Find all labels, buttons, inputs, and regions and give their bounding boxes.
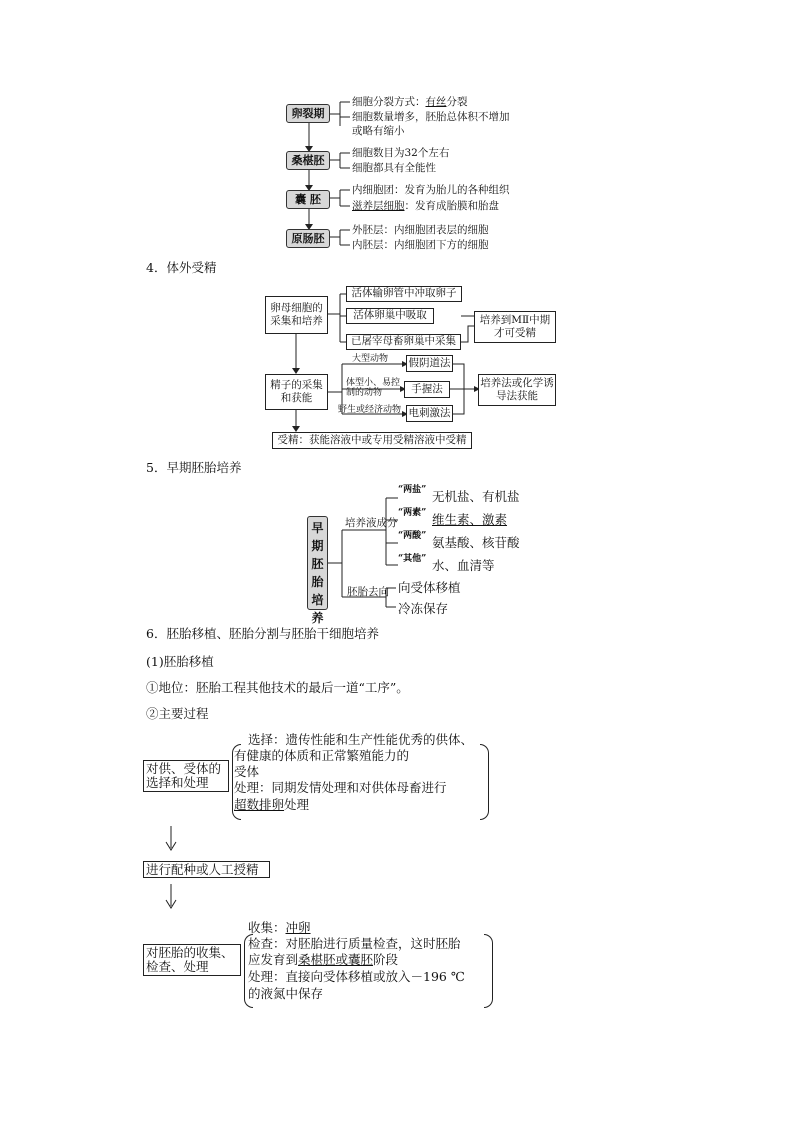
egg-collection-box: 卵母细胞的采集和培养	[265, 296, 328, 334]
others-text: 水、血清等	[432, 558, 495, 573]
stage-gastrula: 原肠胚	[286, 229, 330, 248]
trophoblast: 滋养层细胞：发育成胎膜和胎盘	[352, 200, 499, 212]
embryo-destination-label: 胚胎去向	[347, 586, 389, 598]
wild-animal-label: 野生或经济动物	[338, 405, 402, 415]
step1-select-line2: 有健康的体质和正常繁殖能力的	[234, 748, 410, 763]
step1-process-line1: 处理：同期发情处理和对供体母畜进行	[234, 780, 447, 795]
big-animal-label: 大型动物	[352, 354, 389, 364]
step1-select-line3: 受体	[234, 764, 260, 779]
early-embryo-culture-box: 早期胚胎培养	[307, 516, 328, 610]
cleavage-division: 细胞分裂方式：有丝分裂	[352, 96, 468, 108]
embryo-handling-box: 对胚胎的收集、检查、处理	[143, 944, 241, 976]
two-hormones-tag: “两素”	[398, 508, 427, 518]
step3-check-line1: 检查：对胚胎进行质量检查，这时胚胎	[248, 936, 461, 951]
step1-right-brace	[480, 744, 489, 820]
fertilization-box: 受精：获能溶液中或专用受精溶液中受精	[272, 432, 472, 449]
maturation-box: 培养到MⅡ中期才可受精	[474, 311, 556, 343]
cleavage-volume: 或略有缩小	[352, 125, 405, 137]
cleavage-cells: 细胞数量增多，胚胎总体积不增加	[352, 111, 510, 123]
two-salts-tag: “两盐”	[398, 485, 427, 495]
morula-count: 细胞数目为32个左右	[352, 147, 450, 159]
step3-right-brace	[484, 934, 493, 1008]
two-salts-text: 无机盐、有机盐	[432, 489, 520, 504]
step1-select-line1: 选择：遗传性能和生产性能优秀的供体、	[248, 732, 474, 747]
artificial-vagina-method: 假阴道法	[406, 355, 453, 372]
egg-option-3: 已屠宰母畜卵巢中采集	[346, 334, 461, 350]
ectoderm: 外胚层：内细胞团表层的细胞	[352, 224, 489, 236]
stage-cleavage: 卵裂期	[286, 104, 330, 123]
destination-transfer: 向受体移植	[398, 580, 461, 595]
morula-totipotent: 细胞都具有全能性	[352, 162, 436, 174]
electro-stimulation-method: 电刺激法	[406, 405, 453, 422]
step3-collect: 收集：冲卵	[248, 920, 311, 935]
section-5-heading: 5．早期胚胎培养	[146, 460, 242, 475]
egg-option-1: 活体输卵管中冲取卵子	[346, 286, 462, 302]
section-6-heading: 6．胚胎移植、胚胎分割与胚胎干细胞培养	[146, 626, 379, 641]
others-tag: “其他”	[398, 554, 427, 564]
step3-process-line1: 处理：直接向受体移植或放入－196 ℃	[248, 969, 465, 984]
main-process-item: ②主要过程	[146, 706, 209, 721]
donor-recipient-box: 对供、受体的选择和处理	[143, 760, 229, 792]
step3-process-line2: 的液氮中保存	[248, 986, 324, 1001]
culture-medium-label: 培养液成分	[345, 517, 398, 529]
embryo-transfer-subheading: (1)胚胎移植	[146, 654, 214, 669]
two-acids-tag: “两酸”	[398, 531, 427, 541]
two-hormones-text: 维生素、激素	[432, 512, 508, 527]
mating-insemination-box: 进行配种或人工授精	[143, 861, 270, 878]
step3-check-line2: 应发育到桑椹胚或囊胚阶段	[248, 952, 399, 967]
stage-blastocyst: 囊 胚	[286, 190, 330, 209]
small-animal-label: 体型小、易控制的动物	[346, 378, 401, 398]
section-4-heading: 4．体外受精	[146, 260, 217, 275]
status-item: ①地位：胚胎工程其他技术的最后一道“工序”。	[146, 680, 409, 695]
two-acids-text: 氨基酸、核苷酸	[432, 535, 520, 550]
egg-option-2: 活体卵巢中吸取	[346, 308, 434, 324]
stage-morula: 桑椹胚	[286, 151, 330, 170]
hand-grip-method: 手握法	[404, 381, 450, 398]
destination-freeze: 冷冻保存	[398, 601, 449, 616]
inner-cell-mass: 内细胞团：发育为胎儿的各种组织	[352, 184, 510, 196]
endoderm: 内胚层：内细胞团下方的细胞	[352, 239, 489, 251]
step1-process-line2: 超数排卵处理	[234, 797, 310, 812]
capacitation-box: 培养法或化学诱导法获能	[478, 374, 556, 406]
sperm-collection-box: 精子的采集和获能	[265, 374, 328, 410]
